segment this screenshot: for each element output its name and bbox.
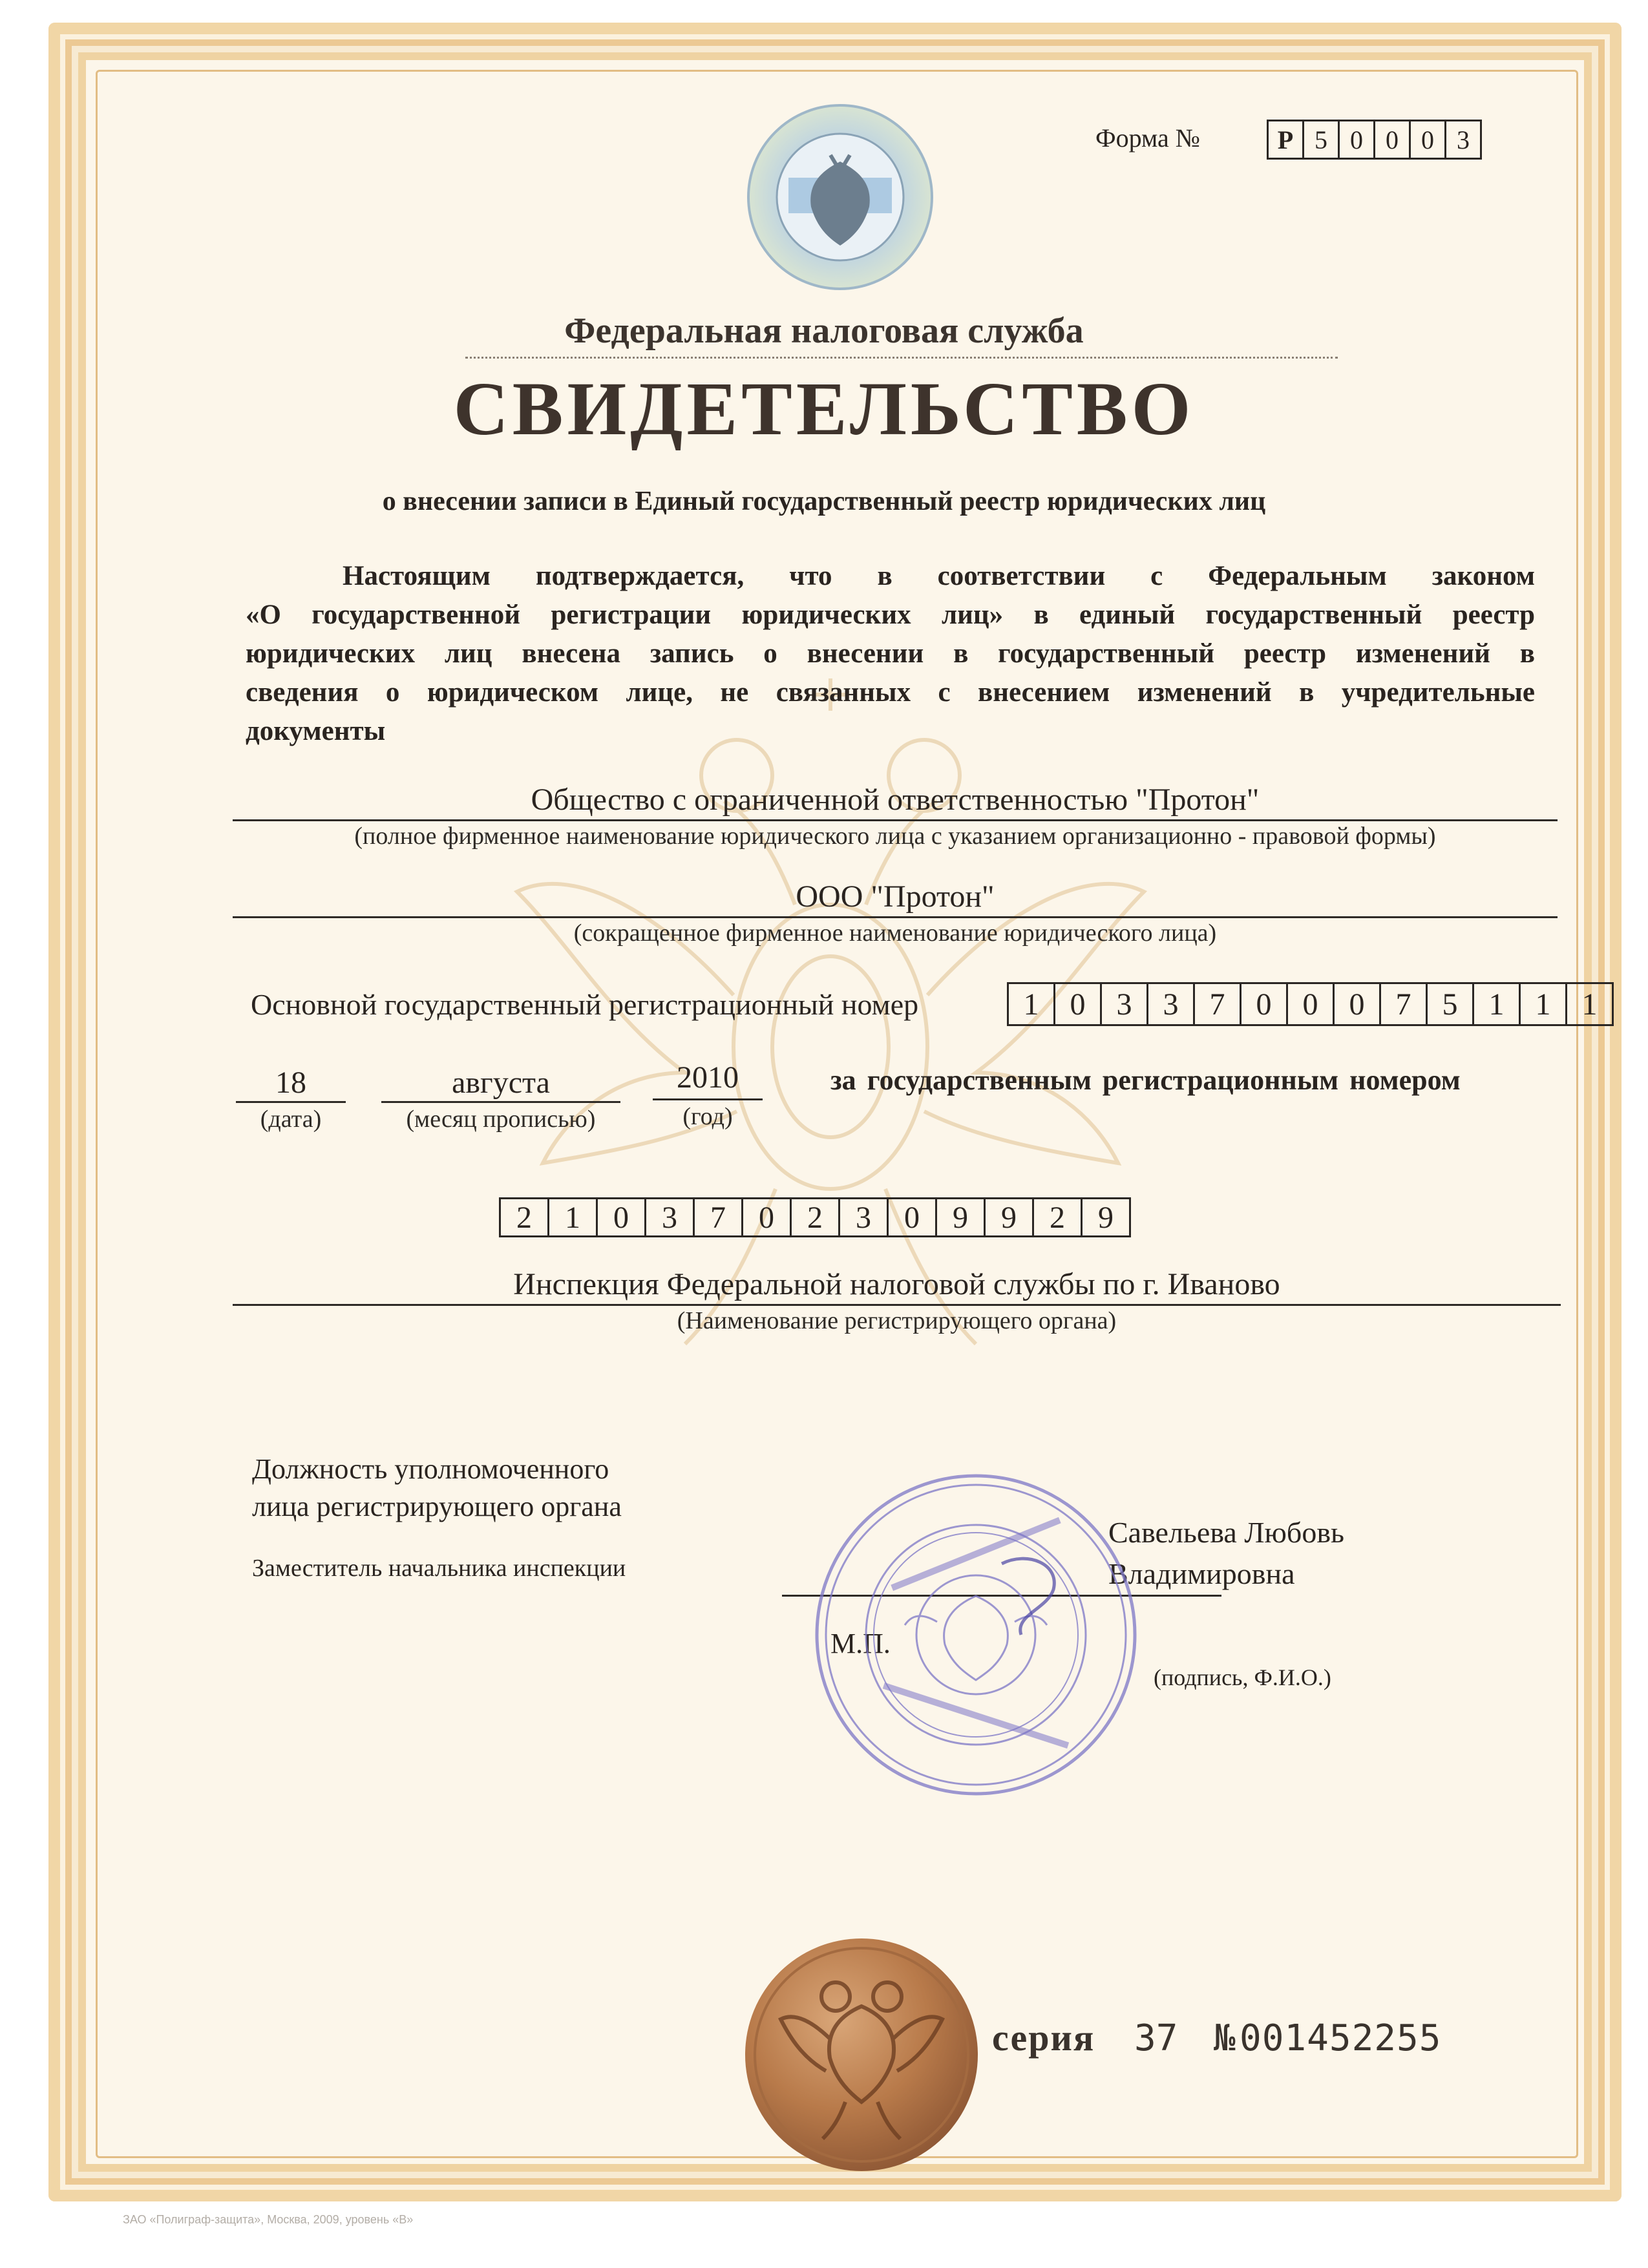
form-number-cells xyxy=(1267,120,1482,160)
ogrn-label: Основной государственный регистрационный номер xyxy=(251,988,919,1021)
body-line: юридических лиц внесена запись о внесении в государственный реестр изменений в xyxy=(246,638,1535,669)
body-line: Настоящим подтверждается, что в соответствии с Федеральным законом xyxy=(343,561,1535,591)
position-heading-line: Должность уполномоченного xyxy=(252,1453,609,1485)
ogrn-digit: 3 xyxy=(1102,984,1148,1024)
full-name-line xyxy=(233,819,1558,821)
printer-line: ЗАО «Полиграф-защита», Москва, 2009, уровень «В» xyxy=(123,2213,414,2226)
signatory-name-line: Владимировна xyxy=(1108,1557,1295,1590)
grn-digit: 0 xyxy=(743,1199,792,1235)
form-digit: 0 xyxy=(1411,121,1446,158)
grn-digit: 9 xyxy=(937,1199,986,1235)
agency-name: Федеральная налоговая служба xyxy=(564,311,1084,351)
ogrn-digit: 7 xyxy=(1381,984,1428,1024)
ogrn-digit: 0 xyxy=(1335,984,1381,1024)
signatory-position: Заместитель начальника инспекции xyxy=(252,1555,626,1582)
body-line: «О государственной регистрации юридических лиц» в единый государственный реестр xyxy=(246,600,1535,630)
form-digit: 3 xyxy=(1457,125,1470,154)
coat-of-arms-hologram-icon xyxy=(743,100,937,294)
stamp-mark: М.П. xyxy=(830,1628,891,1659)
ogrn-cells xyxy=(1007,982,1614,1026)
ogrn-digit: 0 xyxy=(1288,984,1335,1024)
authority-value: Инспекция Федеральной налоговой службы по г. Иваново xyxy=(513,1267,1280,1301)
body-line: сведения о юридическом лице, не связанных с внесением изменений в учредительные xyxy=(246,677,1535,708)
ogrn-digit: 7 xyxy=(1195,984,1241,1024)
grn-cells xyxy=(499,1197,1131,1237)
signatory-name-line: Савельева Любовь xyxy=(1108,1516,1345,1549)
grn-digit: 9 xyxy=(1098,1200,1114,1235)
grn-digit: 3 xyxy=(840,1199,889,1235)
bronze-seal-icon xyxy=(742,1935,981,2174)
certificate-title: СВИДЕТЕЛЬСТВО xyxy=(453,366,1195,451)
grn-digit: 7 xyxy=(695,1199,743,1235)
ogrn-digit: 0 xyxy=(1241,984,1288,1024)
position-heading-line: лица регистрирующего органа xyxy=(252,1491,622,1522)
grn-digit: 9 xyxy=(986,1199,1034,1235)
date-month-caption: (месяц прописью) xyxy=(406,1106,596,1133)
series-number-sign: № xyxy=(1214,2017,1236,2059)
short-name-value: ООО "Протон" xyxy=(796,879,995,914)
short-name-line xyxy=(233,916,1558,918)
grn-digit: 1 xyxy=(549,1199,598,1235)
series-value: 37 xyxy=(1134,2017,1178,2059)
date-day-line xyxy=(236,1101,346,1103)
form-number-label: Форма № xyxy=(1095,123,1200,152)
certificate-body xyxy=(246,557,1535,751)
agency-divider xyxy=(465,357,1338,359)
ogrn-digit: 1 xyxy=(1581,987,1598,1022)
grn-digit: 2 xyxy=(792,1199,840,1235)
ogrn-digit: 0 xyxy=(1055,984,1102,1024)
ogrn-digit: 5 xyxy=(1428,984,1474,1024)
signature-caption: (подпись, Ф.И.О.) xyxy=(1154,1664,1331,1690)
signatory-position-heading xyxy=(252,1451,622,1526)
ogrn-digit: 3 xyxy=(1148,984,1195,1024)
grn-digit: 2 xyxy=(1034,1199,1083,1235)
ogrn-digit: 1 xyxy=(1009,984,1055,1024)
date-month-line xyxy=(381,1101,620,1103)
form-digit: 5 xyxy=(1304,121,1340,158)
form-digit: 0 xyxy=(1340,121,1375,158)
date-year: 2010 xyxy=(677,1060,739,1095)
date-day: 18 xyxy=(275,1066,306,1100)
form-digit: 0 xyxy=(1375,121,1411,158)
ogrn-digit: 1 xyxy=(1521,984,1567,1024)
date-year-line xyxy=(653,1098,763,1100)
grn-digit: 0 xyxy=(598,1199,646,1235)
ogrn-digit: 1 xyxy=(1474,984,1521,1024)
series-number: 001452255 xyxy=(1240,2017,1442,2059)
authority-line xyxy=(233,1304,1561,1306)
full-name-value: Общество с ограниченной ответственностью "Протон" xyxy=(531,782,1260,817)
series-label: серия xyxy=(992,2017,1095,2059)
official-stamp-icon xyxy=(808,1467,1144,1803)
grn-digit: 3 xyxy=(646,1199,695,1235)
date-day-caption: (дата) xyxy=(260,1106,322,1133)
grn-digit: 0 xyxy=(889,1199,937,1235)
certificate-subtitle: о внесении записи в Единый государственный реестр юридических лиц xyxy=(382,487,1266,516)
grn-digit: 2 xyxy=(501,1199,549,1235)
short-name-caption: (сокращенное фирменное наименование юридического лица) xyxy=(573,919,1217,947)
authority-caption: (Наименование регистрирующего органа) xyxy=(677,1307,1117,1334)
date-suffix: за государственным регистрационным номером xyxy=(830,1064,1461,1096)
form-digit: Р xyxy=(1269,121,1304,158)
body-line: документы xyxy=(246,716,386,746)
date-year-caption: (год) xyxy=(682,1103,733,1130)
date-month: августа xyxy=(452,1066,550,1100)
full-name-caption: (полное фирменное наименование юридического лица с указанием организационно - правовой формы) xyxy=(354,823,1436,850)
